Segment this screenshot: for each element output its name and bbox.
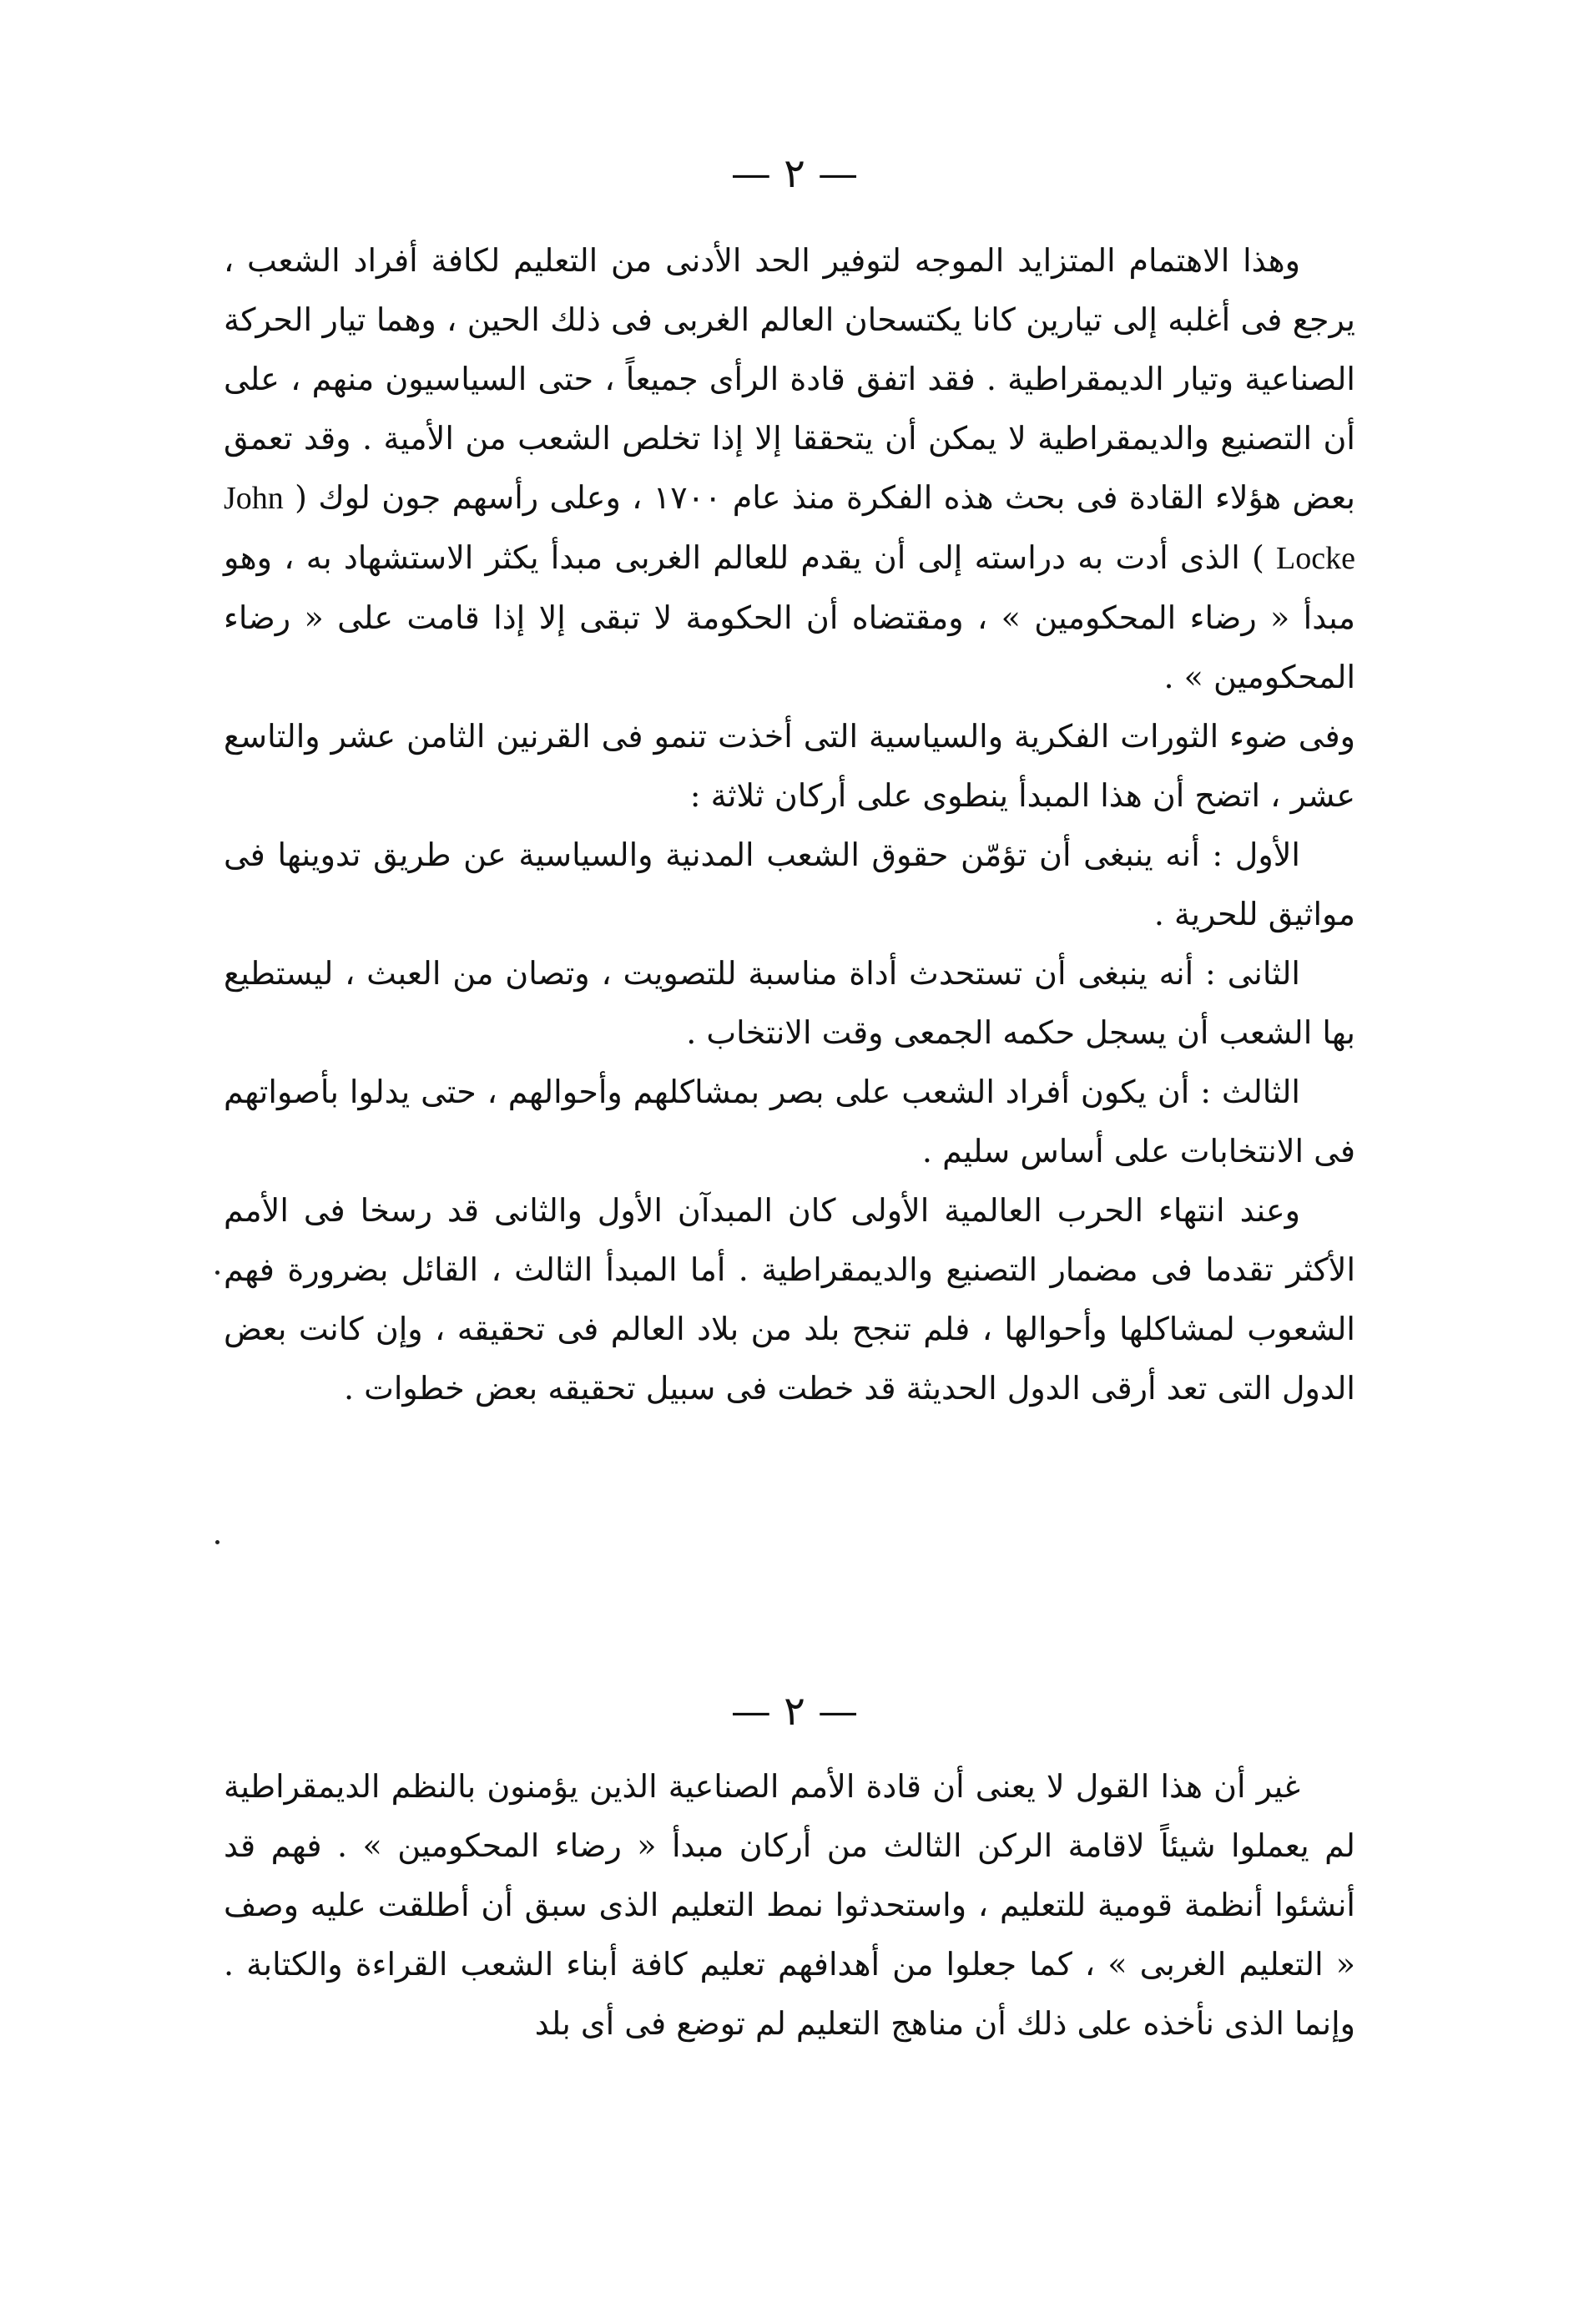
- section-two: [224, 1757, 1355, 2054]
- pillar-second: الثانى : أنه ينبغى أن تستحدث أداة مناسبة للتصويت ، وتصان من العبث ، ليستطيع بها الشعب أن يسجل حكمه الجمعى وقت الانتخاب .: [224, 955, 1355, 1051]
- paragraph-interest-in-education: [224, 231, 1355, 707]
- pillar-first: الأول : أنه ينبغى أن تؤمّن حقوق الشعب المدنية والسياسية عن طريق تدوينها فى مواثيق للحرية .: [224, 836, 1355, 932]
- pillar-third: الثالث : أن يكون أفراد الشعب على بصر بمشاكلهم وأحوالهم ، حتى يدلوا بأصواتهم فى الانتخابات على أساس سليم .: [224, 1074, 1355, 1170]
- page-number-middle: — ٢ —: [730, 1688, 859, 1735]
- latin-name: John Locke: [224, 481, 1355, 576]
- paragraph-after-world-war: وعند انتهاء الحرب العالمية الأولى كان المبدآن الأول والثانى قد رسخا فى الأمم الأكثر تقدما فى مضمار التصنيع والديمقراطية . أما المبدأ الثالث ، القائل بضرورة فهم الشعوب لمشاكلها وأحوالها ، فلم تنجح بلد من بلاد العالم فى تحقيقه ، وإن كانت بعض الدول التى تعد أرقى الدول الحديثة قد خطت فى سبيل تحقيقه بعض خطوات .: [224, 1192, 1355, 1407]
- paragraph-three-pillars: وفى ضوء الثورات الفكرية والسياسية التى أخذت تنمو فى القرنين الثامن عشر والتاسع عشر ، اتضح أن هذا المبدأ ينطوى على أركان ثلاثة :: [224, 718, 1355, 814]
- page-number-top: — ٢ —: [730, 150, 859, 197]
- paragraph-text-continued: ) الذى أدت به دراسته إلى أن يقدم للعالم الغربى مبدأ يكثر الاستشهاد به ، وهو مبدأ « رضاء المحكومين » ، ومقتضاه أن الحكومة لا تبقى إلا إذا قامت على « رضاء المحكومين » .: [224, 539, 1355, 695]
- paragraph-text: وهذا الاهتمام المتزايد الموجه لتوفير الحد الأدنى من التعليم لكافة أفراد الشعب ، يرجع فى أغلبه إلى تيارين كانا يكتسحان العالم الغربى فى ذلك الحين ، وهما تيار الحركة الصناعية وتيار الديمقراطية . فقد اتفق قادة الرأى جميعاً ، حتى السياسيون منهم ، على أن التصنيع والديمقراطية لا يمكن أن يتحققا إلا إذا تخلص الشعب من الأمية . وقد تعمق بعض هؤلاء القادة فى بحث هذه الفكرة منذ عام ١٧٠٠ ، وعلى رأسهم جون لوك (: [224, 242, 1355, 516]
- paragraph-national-education: غير أن هذا القول لا يعنى أن قادة الأمم الصناعية الذين يؤمنون بالنظم الديمقراطية لم يعملوا شيئاً لاقامة الركن الثالث من أركان مبدأ « رضاء المحكومين » . فهم قد أنشئوا أنظمة قومية للتعليم ، واستحدثوا نمط التعليم الذى سبق أن أطلقت عليه وصف « التعليم الغربى » ، كما جعلوا من أهدافهم تعليم كافة أبناء الشعب القراءة والكتابة . وإنما الذى نأخذه على ذلك أن مناهج التعليم لم توضع فى أى بلد: [224, 1768, 1355, 2042]
- section-one: [224, 231, 1355, 1418]
- scan-speck: [215, 1271, 219, 1275]
- scan-speck: [215, 1540, 219, 1544]
